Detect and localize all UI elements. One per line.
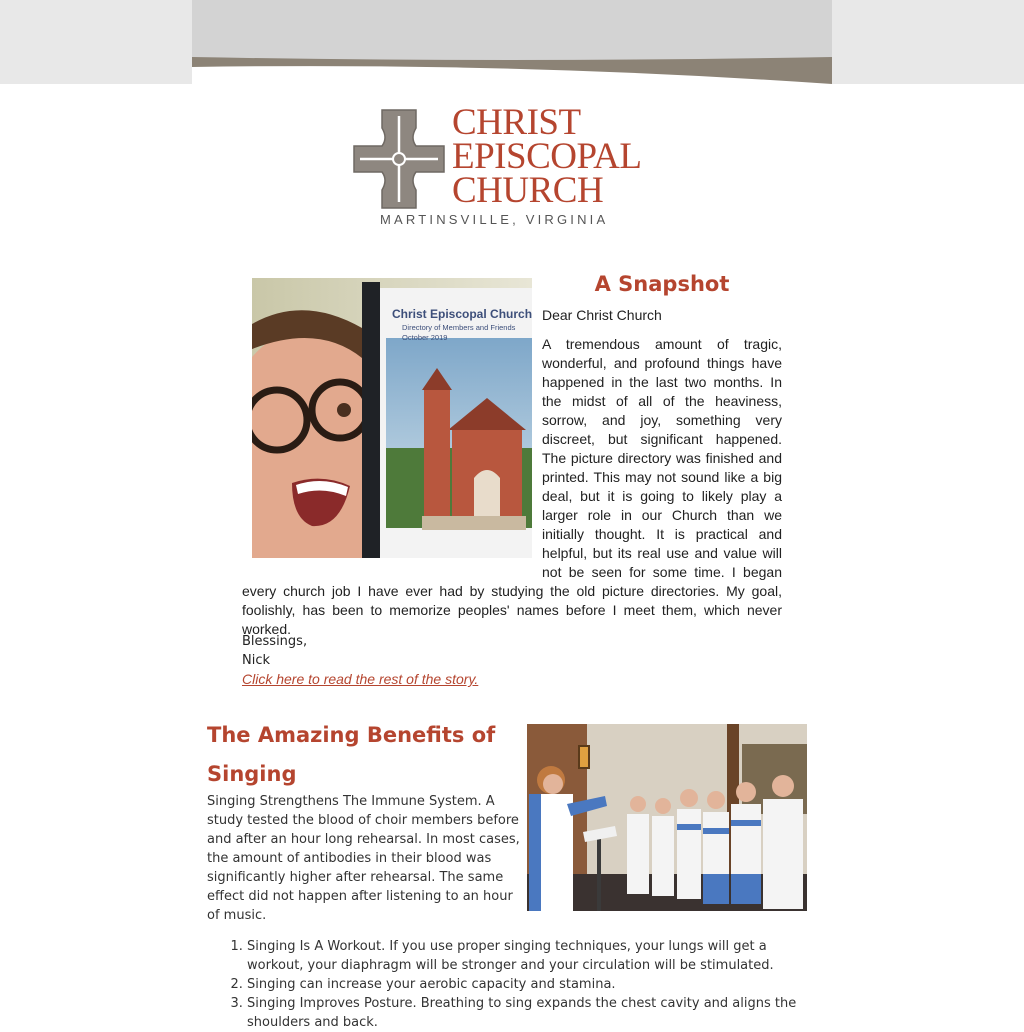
directory-cover-date: October 2019 (402, 333, 448, 342)
snapshot-article (242, 268, 782, 639)
benefit-item: 2. Singing can increase your aerobic capacity and stamina. (247, 975, 807, 994)
logo-line-2: EPISCOPAL (452, 136, 642, 177)
snapshot-body: A tremendous amount of tragic, wonderful, and profound things have happened in the last two months. In the midst of all of the heaviness, sorrow, and joy, something very discreet, but significant happened. The picture directory was finished and printed. This may not sound like a big deal, but it is going to likely play a larger role in our Church than we initially thought. It is practical and helpful, but its real use and value will not be seen for some time. I began every church job I have ever had by studying the old picture directories. My goal, foolishly, has been to memorize peoples' names before I meet them, which never worked. (242, 336, 782, 637)
snapshot-title: A Snapshot (594, 272, 730, 296)
benefit-item: 3. Singing Improves Posture. Breathing to sing expands the chest cavity and aligns the shoulders and back. (247, 994, 807, 1032)
snapshot-greeting: Dear Christ Church (542, 307, 662, 323)
benefits-list (207, 937, 807, 1032)
directory-cover-title: Christ Episcopal Church (392, 307, 532, 321)
signature-name: Nick (242, 653, 271, 668)
signoff-block (242, 632, 307, 670)
directory-selfie-image (252, 278, 532, 558)
church-logo (352, 104, 682, 234)
directory-selfie-photo (252, 278, 532, 558)
signoff-text: Blessings, (242, 634, 308, 649)
choir-image (527, 724, 807, 911)
directory-cover-subtitle: Directory of Members and Friends (402, 323, 516, 332)
benefit-item: 1. Singing Is A Workout. If you use proper singing techniques, your lungs will get a workout, your diaphragm will be stronger and your circulation will be stimulated. (247, 937, 807, 975)
logo-wordmark (452, 102, 642, 211)
singing-intro: Singing Strengthens The Immune System. A study tested the blood of choir members before and after an hour long rehearsal. In most cases, the amount of antibodies in their blood was significantly higher after rehearsal. The same effect did not happen after listening to an hour of music. (207, 794, 520, 923)
logo-line-3: CHURCH (452, 170, 604, 211)
header-banner (192, 0, 832, 84)
cross-emblem-icon (352, 108, 446, 210)
logo-location: MARTINSVILLE, VIRGINIA (380, 212, 609, 227)
singing-title: The Amazing Benefits of Singing (207, 723, 496, 786)
read-more-link[interactable]: Click here to read the rest of the story. (242, 671, 479, 687)
choir-photo (527, 724, 807, 911)
logo-line-1: CHRIST (452, 102, 581, 143)
